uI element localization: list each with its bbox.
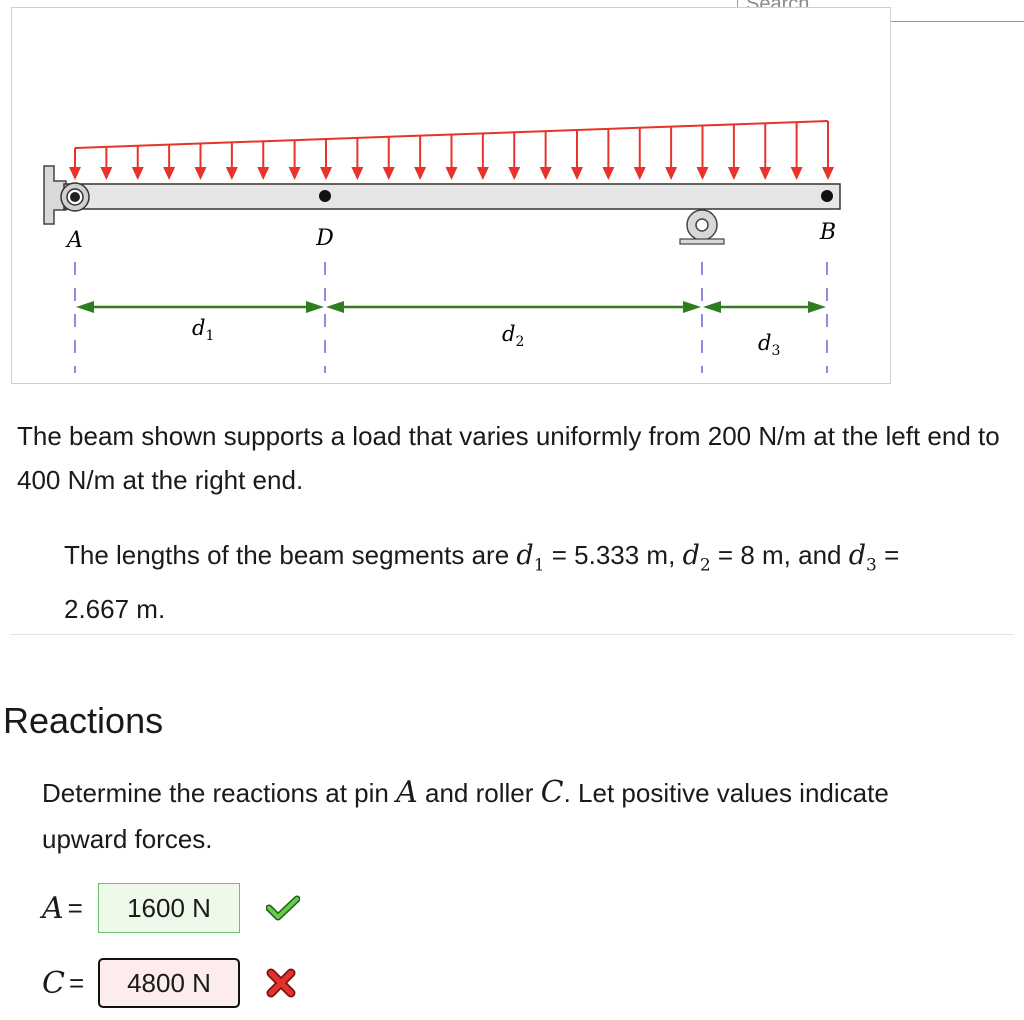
label-d: D	[316, 226, 334, 251]
load-arrow-head	[446, 167, 458, 180]
beam	[64, 184, 840, 209]
load-arrow-head	[477, 167, 489, 180]
d3-symbol: $d_3$	[848, 540, 877, 576]
dim-label-d3: $d_3$	[758, 331, 781, 359]
load-arrow-head	[226, 167, 238, 180]
label-b: B	[819, 220, 837, 245]
load-arrow-head	[320, 167, 332, 180]
load-arrow-head	[602, 167, 614, 180]
problem-lengths: The lengths of the beam segments are $d_1 = 5.333$ m, $d_2 = 8$ m, and $d_3$ = 2.667 m.	[64, 540, 900, 625]
load-arrow-head	[195, 167, 207, 180]
load-arrow-head	[697, 167, 709, 180]
load-arrow-head	[69, 167, 81, 180]
section-divider	[10, 634, 1014, 635]
load-arrow-head	[351, 167, 363, 180]
load-arrow-head	[540, 167, 552, 180]
pin-symbol: A	[396, 775, 418, 810]
load-arrow-head	[634, 167, 646, 180]
dim-label-d1: $d_1$	[192, 316, 215, 344]
load-arrow-head	[257, 167, 269, 180]
reactions-heading: Reactions	[3, 700, 164, 741]
answer-a-input[interactable]: 1600 N	[98, 883, 240, 933]
load-arrow-head	[571, 167, 583, 180]
answer-row-a: A = 1600 N	[42, 882, 300, 934]
reactions-prompt: Determine the reactions at pin A and roller C. Let positive values indicate upward forces.	[42, 775, 889, 854]
load-arrow-head	[383, 167, 395, 180]
answer-c-symbol: C	[42, 965, 65, 1001]
cross-icon	[266, 968, 296, 998]
load-arrow-head	[132, 167, 144, 180]
load-arrow-head	[508, 167, 520, 180]
load-arrow-head	[414, 167, 426, 180]
point-d-marker	[319, 190, 331, 202]
roller-c-icon	[680, 210, 724, 244]
answer-row-c: C = 4800 N	[42, 957, 296, 1009]
load-arrow-head	[822, 167, 834, 180]
load-arrows	[69, 121, 834, 180]
load-arrow-head	[728, 167, 740, 180]
dimension-lines	[76, 301, 826, 313]
beam-figure	[11, 7, 891, 384]
dimension-guides	[75, 262, 827, 373]
dim-label-d2: $d_2$	[502, 322, 525, 350]
answer-c-input[interactable]: 4800 N	[98, 958, 240, 1008]
pin-a-center	[70, 192, 80, 202]
beam-diagram	[12, 8, 892, 385]
load-arrow-head	[791, 167, 803, 180]
point-b-marker	[821, 190, 833, 202]
answer-a-symbol: A	[42, 890, 64, 926]
checkmark-icon	[266, 895, 300, 921]
d1-symbol: $d_1$	[516, 540, 545, 576]
load-arrow-head	[289, 167, 301, 180]
load-arrow-head	[665, 167, 677, 180]
d2-symbol: $d_2$	[682, 540, 711, 576]
load-arrow-head	[100, 167, 112, 180]
roller-symbol: C	[540, 775, 564, 810]
label-a: A	[67, 228, 83, 253]
load-arrow-head	[759, 167, 771, 180]
load-arrow-head	[163, 167, 175, 180]
problem-intro: The beam shown supports a load that varies uniformly from 200 N/m at the left end to 400 N/m at the right end.	[17, 421, 1000, 495]
